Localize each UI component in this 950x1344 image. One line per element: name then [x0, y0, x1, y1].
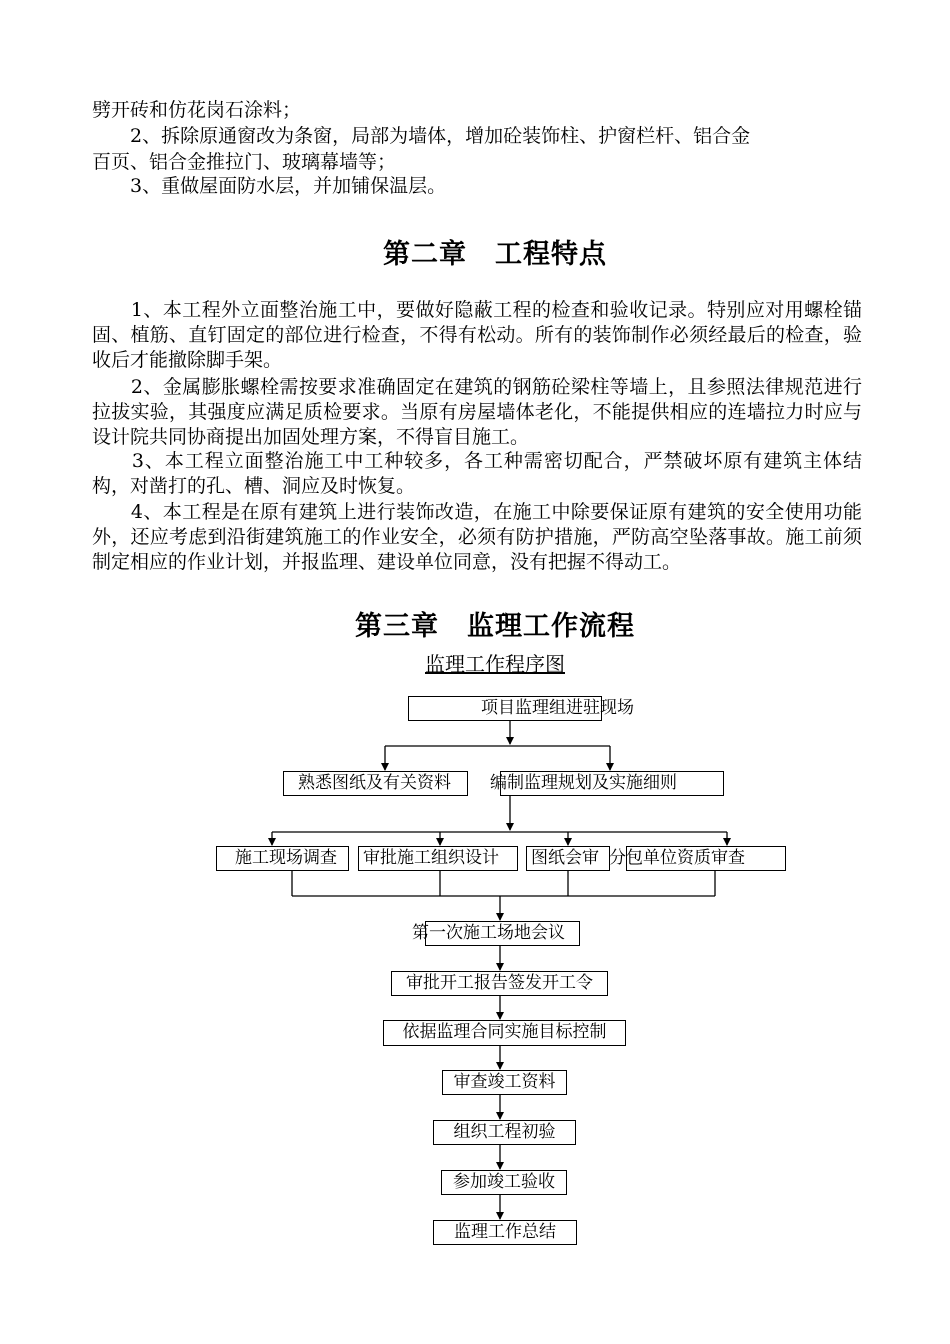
flow-box-target-control: 依据监理合同实施目标控制 — [383, 1020, 626, 1046]
chapter-2-item-3: 3、本工程立面整治施工中工种较多，各工种需密切配合，严禁破坏原有建筑主体结构，对凿打的孔、槽、洞应及时恢复。 — [92, 450, 862, 497]
flow-box-subcontractor-review-label: 分包单位资质审查 — [609, 848, 745, 868]
flow-box-subcontractor-review — [609, 846, 786, 871]
intro-line-1: 劈开砖和仿花岗石涂料； — [92, 99, 302, 121]
flow-box-approve-org-design: 审批施工组织设计 — [358, 846, 518, 871]
intro-item-3: 3、重做屋面防水层，并加铺保温层。 — [92, 175, 447, 197]
chapter-2-item-4: 4、本工程是在原有建筑上进行装饰改造，在施工中除要保证原有建筑的安全使用功能外，还应考虑到沿街建筑施工的作业安全，必须有防护措施，严防高空坠落事故。施工前须制定相应的作业计划，并报监理、建设单位同意，没有把握不得动工。 — [92, 501, 862, 573]
chapter-2-item-2: 2、金属膨胀螺栓需按要求准确固定在建筑的钢筋砼梁柱等墙上，且参照法律规范进行拉拔实验，其强度应满足质检要求。当原有房屋墙体老化，不能提供相应的连墙拉力时应与设计院共同协商提出加固处理方案，不得盲目施工。 — [92, 376, 862, 448]
flow-box-first-meeting-label: 第一次施工场地会议 — [412, 923, 565, 943]
intro-item-2-line-2: 百页、铝合金推拉门、玻璃幕墙等； — [92, 151, 397, 173]
flow-box-prep-left: 熟悉图纸及有关资料 — [283, 771, 468, 796]
flow-box-drawing-review: 图纸会审 — [526, 846, 610, 871]
flow-box-site-survey: 施工现场调查 — [216, 846, 349, 871]
intro-item-2-line-1: 2、拆除原通窗改为条窗，局部为墙体，增加砼装饰柱、护窗栏杆、铝合金 — [92, 125, 751, 147]
flowchart-title: 监理工作程序图 — [425, 652, 565, 676]
flow-box-completion-acceptance: 参加竣工验收 — [441, 1170, 567, 1195]
flow-box-prep-right-edge — [500, 771, 501, 796]
flow-box-prep-right-label: 编制监理规划及实施细则 — [490, 773, 677, 793]
chapter-2-title: 第二章 工程特点 — [383, 239, 607, 270]
flow-box-review-completion: 审查竣工资料 — [442, 1070, 567, 1095]
chapter-2-item-1: 1、本工程外立面整治施工中，要做好隐蔽工程的检查和验收记录。特别应对用螺栓锚固、植筋、直钉固定的部位进行检查，不得有松动。所有的装饰制作必须经最后的检查，验收后才能撤除脚手架。 — [92, 299, 862, 371]
chapter-3-title: 第三章 监理工作流程 — [355, 611, 635, 642]
flow-box-start: 项目监理组进驻现场 — [408, 696, 602, 721]
flow-box-approve-start: 审批开工报告签发开工令 — [391, 971, 608, 996]
flow-box-first-meeting — [412, 921, 580, 946]
flow-box-work-summary: 监理工作总结 — [433, 1220, 577, 1245]
flow-box-preliminary-inspection: 组织工程初验 — [433, 1120, 576, 1145]
flow-box-prep-right — [490, 771, 724, 796]
